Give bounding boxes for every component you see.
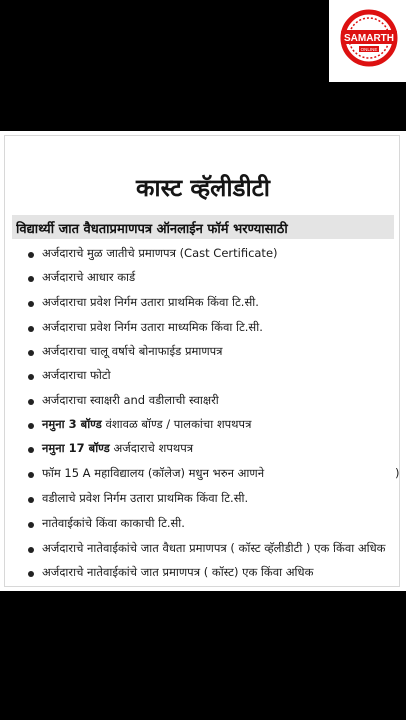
samarth-logo (329, 0, 406, 82)
document-subtitle: विद्यार्थ्यी जात वैधताप्रमाणपत्र ऑनलाईन फॉर्म भरण्यासाठी (16, 222, 288, 237)
list-item (0, 415, 406, 437)
list-item (0, 244, 406, 266)
list-item (0, 464, 406, 486)
bullet-icon (28, 447, 34, 453)
list-item-text: अर्जदाराचा प्रवेश निर्गम उतारा प्राथमिक किंवा टि.सी. (42, 295, 259, 309)
list-item-text: फॉम 15 A महाविद्यालय (कॉलेज) मधुन भरुन आणने (42, 466, 265, 480)
bullet-icon (28, 301, 34, 307)
list-item-bold: नमुना 3 बॉण्ड (42, 417, 102, 431)
list-item-rest: अर्जदाराचे शपथपत्र (109, 441, 194, 455)
bullet-icon (28, 497, 34, 503)
logo-sub: ONLINE (360, 47, 378, 52)
list-item-text: नातेवाईकांचे किंवा काकाची टि.सी. (42, 516, 185, 530)
logo-name: SAMARTH (344, 33, 394, 44)
bullet-icon (28, 399, 34, 405)
bullet-icon (28, 374, 34, 380)
document-card (0, 131, 406, 591)
list-item-text: अर्जदाराचे मुळ जातीचे प्रमाणपत्र (Cast Certificate) (42, 246, 278, 260)
list-item-text: अर्जदाराचा फोटो (42, 368, 111, 382)
bullet-icon (28, 423, 34, 429)
bullet-icon (28, 472, 34, 478)
list-item (0, 391, 406, 413)
list-item-text (42, 417, 251, 432)
document-title: कास्ट व्हॅलीडीटी (136, 174, 270, 202)
list-item (0, 318, 406, 340)
list-item (0, 439, 406, 461)
bullet-icon (28, 522, 34, 528)
list-item-text: अर्जदाराचा स्वाक्षरी and वडीलाची स्वाक्षरी (42, 393, 219, 407)
list-item-text: अर्जदाराचा प्रवेश निर्गम उतारा माध्यमिक किंवा टि.सी. (42, 320, 263, 334)
list-item (0, 342, 406, 364)
list-item-text: अर्जदाराचे नातेवाईकांचे जात प्रमाणपत्र ( कॉस्ट) एक किंवा अधिक (42, 565, 314, 579)
bullet-icon (28, 571, 34, 577)
list-item (0, 489, 406, 511)
trailing-paren: ) (395, 466, 400, 480)
list-item-text (42, 441, 193, 456)
bullet-icon (28, 276, 34, 282)
list-item (0, 366, 406, 388)
list-item-bold: नमुना 17 बॉण्ड (42, 441, 110, 455)
list-item (0, 514, 406, 536)
list-item (0, 293, 406, 315)
list-item-rest: वंशावळ बॉण्ड / पालकांचा शपथपत्र (101, 417, 252, 431)
list-item-text: अर्जदाराचे आधार कार्ड (42, 270, 136, 284)
bullet-icon (28, 252, 34, 258)
bullet-icon (28, 326, 34, 332)
list-item-text: अर्जदाराचे नातेवाईकांचे जात वैधता प्रमाणपत्र ( कॉस्ट व्हॅलीडीटी ) एक किंवा अधिक (42, 541, 386, 555)
list-item (0, 563, 406, 585)
bullet-icon (28, 350, 34, 356)
list-item-text: अर्जदाराचा चालू वर्षाचे बोनाफाईड प्रमाणपत्र (42, 344, 223, 358)
bullet-icon (28, 547, 34, 553)
list-item (0, 539, 406, 561)
list-item (0, 268, 406, 290)
list-item-text: वडीलाचे प्रवेश निर्गम उतारा प्राथमिक किंवा टि.सी. (42, 491, 249, 505)
